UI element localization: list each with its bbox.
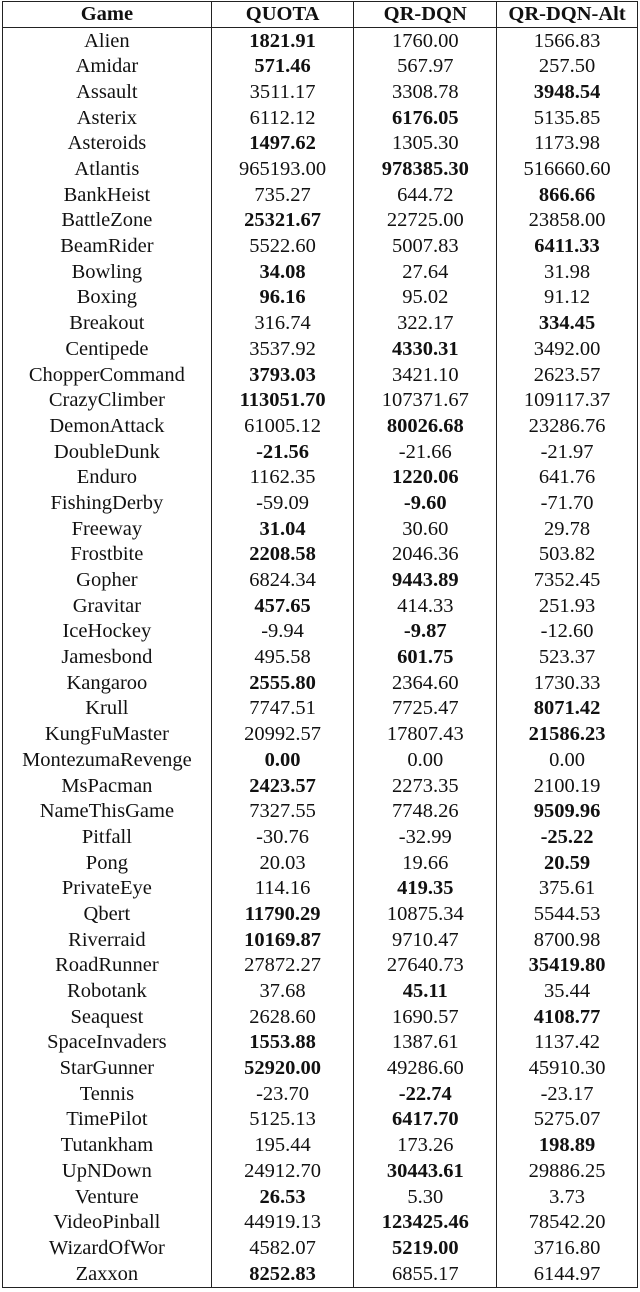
- quota-score-cell: 52920.00: [211, 1056, 354, 1082]
- game-name-cell: BeamRider: [3, 234, 212, 260]
- qr-dqn-score-cell: 22725.00: [354, 208, 497, 234]
- quota-score-cell: 1553.88: [211, 1030, 354, 1056]
- quota-score-cell: 2628.60: [211, 1004, 354, 1030]
- qr-dqn-alt-score-cell: 1137.42: [497, 1030, 638, 1056]
- quota-score-cell: 4582.07: [211, 1235, 354, 1261]
- qr-dqn-alt-score-cell: 641.76: [497, 465, 638, 491]
- game-name-cell: Qbert: [3, 901, 212, 927]
- qr-dqn-score-cell: 419.35: [354, 876, 497, 902]
- game-name-cell: VideoPinball: [3, 1210, 212, 1236]
- quota-score-cell: 2555.80: [211, 670, 354, 696]
- quota-score-cell: -23.70: [211, 1081, 354, 1107]
- qr-dqn-score-cell: 30443.61: [354, 1158, 497, 1184]
- qr-dqn-score-cell: 6855.17: [354, 1261, 497, 1287]
- qr-dqn-score-cell: 5007.83: [354, 234, 497, 260]
- qr-dqn-score-cell: -32.99: [354, 824, 497, 850]
- quota-score-cell: 24912.70: [211, 1158, 354, 1184]
- game-name-cell: Pitfall: [3, 824, 212, 850]
- qr-dqn-alt-score-cell: 109117.37: [497, 388, 638, 414]
- header-row: [3, 2, 638, 28]
- table-body: [3, 28, 638, 1288]
- game-name-cell: Asteroids: [3, 131, 212, 157]
- qr-dqn-alt-score-cell: 9509.96: [497, 799, 638, 825]
- qr-dqn-score-cell: 1305.30: [354, 131, 497, 157]
- quota-score-cell: -21.56: [211, 439, 354, 465]
- game-name-cell: Venture: [3, 1184, 212, 1210]
- game-name-cell: BattleZone: [3, 208, 212, 234]
- quota-score-cell: 6112.12: [211, 105, 354, 131]
- game-name-cell: Tutankham: [3, 1133, 212, 1159]
- qr-dqn-score-cell: 27640.73: [354, 953, 497, 979]
- qr-dqn-score-cell: 9443.89: [354, 567, 497, 593]
- table-row: [3, 259, 638, 285]
- quota-score-cell: 1497.62: [211, 131, 354, 157]
- table-row: [3, 670, 638, 696]
- qr-dqn-alt-score-cell: 1173.98: [497, 131, 638, 157]
- qr-dqn-score-cell: 80026.68: [354, 413, 497, 439]
- table-row: [3, 105, 638, 131]
- game-name-cell: Freeway: [3, 516, 212, 542]
- table-row: [3, 1261, 638, 1287]
- qr-dqn-score-cell: 10875.34: [354, 901, 497, 927]
- table-row: [3, 1030, 638, 1056]
- table-row: [3, 285, 638, 311]
- qr-dqn-alt-score-cell: -23.17: [497, 1081, 638, 1107]
- qr-dqn-score-cell: 49286.60: [354, 1056, 497, 1082]
- game-name-cell: Kangaroo: [3, 670, 212, 696]
- game-name-cell: Frostbite: [3, 542, 212, 568]
- quota-score-cell: 34.08: [211, 259, 354, 285]
- table-row: [3, 79, 638, 105]
- game-name-cell: Tennis: [3, 1081, 212, 1107]
- table-row: [3, 516, 638, 542]
- quota-score-cell: 2208.58: [211, 542, 354, 568]
- qr-dqn-score-cell: -9.87: [354, 619, 497, 645]
- game-name-cell: RoadRunner: [3, 953, 212, 979]
- qr-dqn-alt-score-cell: 6144.97: [497, 1261, 638, 1287]
- quota-score-cell: 735.27: [211, 182, 354, 208]
- qr-dqn-score-cell: 2273.35: [354, 773, 497, 799]
- quota-score-cell: 8252.83: [211, 1261, 354, 1287]
- qr-dqn-alt-score-cell: 23286.76: [497, 413, 638, 439]
- table-row: [3, 542, 638, 568]
- quota-score-cell: 495.58: [211, 645, 354, 671]
- qr-dqn-alt-score-cell: 20.59: [497, 850, 638, 876]
- table-row: [3, 388, 638, 414]
- qr-dqn-score-cell: -22.74: [354, 1081, 497, 1107]
- qr-dqn-alt-score-cell: 3716.80: [497, 1235, 638, 1261]
- qr-dqn-alt-score-cell: 5135.85: [497, 105, 638, 131]
- qr-dqn-score-cell: 19.66: [354, 850, 497, 876]
- game-name-cell: Robotank: [3, 978, 212, 1004]
- qr-dqn-alt-score-cell: 0.00: [497, 747, 638, 773]
- game-name-cell: Amidar: [3, 54, 212, 80]
- quota-score-cell: 20.03: [211, 850, 354, 876]
- quota-score-cell: 11790.29: [211, 901, 354, 927]
- game-name-cell: Gopher: [3, 567, 212, 593]
- game-name-cell: MontezumaRevenge: [3, 747, 212, 773]
- table-row: [3, 696, 638, 722]
- quota-score-cell: 10169.87: [211, 927, 354, 953]
- game-name-cell: Boxing: [3, 285, 212, 311]
- table-row: [3, 876, 638, 902]
- table-row: [3, 1107, 638, 1133]
- qr-dqn-alt-score-cell: 35.44: [497, 978, 638, 1004]
- table-row: [3, 54, 638, 80]
- quota-score-cell: 0.00: [211, 747, 354, 773]
- game-name-cell: Jamesbond: [3, 645, 212, 671]
- qr-dqn-alt-score-cell: 3.73: [497, 1184, 638, 1210]
- header-game: Game: [3, 2, 212, 28]
- quota-score-cell: 6824.34: [211, 567, 354, 593]
- qr-dqn-score-cell: 3308.78: [354, 79, 497, 105]
- game-name-cell: Riverraid: [3, 927, 212, 953]
- table-row: [3, 722, 638, 748]
- game-name-cell: Enduro: [3, 465, 212, 491]
- game-name-cell: SpaceInvaders: [3, 1030, 212, 1056]
- quota-score-cell: 20992.57: [211, 722, 354, 748]
- qr-dqn-score-cell: 123425.46: [354, 1210, 497, 1236]
- qr-dqn-score-cell: 45.11: [354, 978, 497, 1004]
- game-name-cell: UpNDown: [3, 1158, 212, 1184]
- qr-dqn-alt-score-cell: 375.61: [497, 876, 638, 902]
- qr-dqn-score-cell: 2046.36: [354, 542, 497, 568]
- qr-dqn-alt-score-cell: 5544.53: [497, 901, 638, 927]
- qr-dqn-score-cell: 7748.26: [354, 799, 497, 825]
- quota-score-cell: 37.68: [211, 978, 354, 1004]
- table-row: [3, 336, 638, 362]
- qr-dqn-score-cell: 9710.47: [354, 927, 497, 953]
- quota-score-cell: 44919.13: [211, 1210, 354, 1236]
- qr-dqn-alt-score-cell: 1730.33: [497, 670, 638, 696]
- qr-dqn-score-cell: 3421.10: [354, 362, 497, 388]
- quota-score-cell: 27872.27: [211, 953, 354, 979]
- qr-dqn-alt-score-cell: 1566.83: [497, 28, 638, 54]
- qr-dqn-score-cell: 30.60: [354, 516, 497, 542]
- table-row: [3, 131, 638, 157]
- quota-score-cell: 3793.03: [211, 362, 354, 388]
- qr-dqn-score-cell: 5.30: [354, 1184, 497, 1210]
- qr-dqn-score-cell: 644.72: [354, 182, 497, 208]
- qr-dqn-score-cell: 567.97: [354, 54, 497, 80]
- quota-score-cell: 113051.70: [211, 388, 354, 414]
- qr-dqn-alt-score-cell: 198.89: [497, 1133, 638, 1159]
- table-row: [3, 439, 638, 465]
- quota-score-cell: 965193.00: [211, 156, 354, 182]
- qr-dqn-alt-score-cell: 251.93: [497, 593, 638, 619]
- table-row: [3, 156, 638, 182]
- qr-dqn-alt-score-cell: 2623.57: [497, 362, 638, 388]
- game-name-cell: Zaxxon: [3, 1261, 212, 1287]
- qr-dqn-score-cell: 322.17: [354, 311, 497, 337]
- game-name-cell: IceHockey: [3, 619, 212, 645]
- quota-score-cell: 25321.67: [211, 208, 354, 234]
- qr-dqn-score-cell: -9.60: [354, 490, 497, 516]
- table-row: [3, 311, 638, 337]
- qr-dqn-alt-score-cell: 523.37: [497, 645, 638, 671]
- table-row: [3, 182, 638, 208]
- game-name-cell: CrazyClimber: [3, 388, 212, 414]
- quota-score-cell: 5522.60: [211, 234, 354, 260]
- table-row: [3, 1184, 638, 1210]
- qr-dqn-alt-score-cell: 7352.45: [497, 567, 638, 593]
- quota-score-cell: 5125.13: [211, 1107, 354, 1133]
- qr-dqn-alt-score-cell: 23858.00: [497, 208, 638, 234]
- game-name-cell: Pong: [3, 850, 212, 876]
- game-name-cell: Atlantis: [3, 156, 212, 182]
- qr-dqn-score-cell: 1690.57: [354, 1004, 497, 1030]
- qr-dqn-score-cell: 1760.00: [354, 28, 497, 54]
- quota-score-cell: 457.65: [211, 593, 354, 619]
- game-name-cell: Assault: [3, 79, 212, 105]
- qr-dqn-score-cell: 95.02: [354, 285, 497, 311]
- qr-dqn-alt-score-cell: 29886.25: [497, 1158, 638, 1184]
- game-name-cell: Krull: [3, 696, 212, 722]
- table-row: [3, 747, 638, 773]
- qr-dqn-score-cell: 6417.70: [354, 1107, 497, 1133]
- game-name-cell: Seaquest: [3, 1004, 212, 1030]
- game-name-cell: Bowling: [3, 259, 212, 285]
- table-row: [3, 208, 638, 234]
- table-row: [3, 1004, 638, 1030]
- table-row: [3, 978, 638, 1004]
- qr-dqn-score-cell: 978385.30: [354, 156, 497, 182]
- table-row: [3, 901, 638, 927]
- quota-score-cell: 7747.51: [211, 696, 354, 722]
- game-name-cell: FishingDerby: [3, 490, 212, 516]
- table-row: [3, 953, 638, 979]
- game-name-cell: MsPacman: [3, 773, 212, 799]
- quota-score-cell: 61005.12: [211, 413, 354, 439]
- game-name-cell: BankHeist: [3, 182, 212, 208]
- qr-dqn-score-cell: 107371.67: [354, 388, 497, 414]
- qr-dqn-score-cell: 601.75: [354, 645, 497, 671]
- header-quota: QUOTA: [211, 2, 354, 28]
- table-row: [3, 850, 638, 876]
- game-name-cell: Centipede: [3, 336, 212, 362]
- table-row: [3, 799, 638, 825]
- qr-dqn-alt-score-cell: 29.78: [497, 516, 638, 542]
- table-row: [3, 773, 638, 799]
- table-row: [3, 567, 638, 593]
- quota-score-cell: 26.53: [211, 1184, 354, 1210]
- table-row: [3, 927, 638, 953]
- quota-score-cell: 3511.17: [211, 79, 354, 105]
- qr-dqn-alt-score-cell: 6411.33: [497, 234, 638, 260]
- qr-dqn-score-cell: 6176.05: [354, 105, 497, 131]
- qr-dqn-score-cell: 1387.61: [354, 1030, 497, 1056]
- qr-dqn-alt-score-cell: 8700.98: [497, 927, 638, 953]
- qr-dqn-alt-score-cell: -25.22: [497, 824, 638, 850]
- table-row: [3, 1081, 638, 1107]
- quota-score-cell: 114.16: [211, 876, 354, 902]
- qr-dqn-alt-score-cell: 866.66: [497, 182, 638, 208]
- qr-dqn-alt-score-cell: 78542.20: [497, 1210, 638, 1236]
- game-name-cell: Asterix: [3, 105, 212, 131]
- table-row: [3, 1056, 638, 1082]
- game-name-cell: Gravitar: [3, 593, 212, 619]
- results-table: [2, 1, 638, 1288]
- qr-dqn-alt-score-cell: 503.82: [497, 542, 638, 568]
- game-name-cell: DemonAttack: [3, 413, 212, 439]
- qr-dqn-score-cell: 17807.43: [354, 722, 497, 748]
- quota-score-cell: 1162.35: [211, 465, 354, 491]
- qr-dqn-alt-score-cell: 31.98: [497, 259, 638, 285]
- qr-dqn-score-cell: 27.64: [354, 259, 497, 285]
- game-name-cell: NameThisGame: [3, 799, 212, 825]
- qr-dqn-score-cell: -21.66: [354, 439, 497, 465]
- game-name-cell: KungFuMaster: [3, 722, 212, 748]
- qr-dqn-alt-score-cell: 516660.60: [497, 156, 638, 182]
- table-row: [3, 234, 638, 260]
- qr-dqn-alt-score-cell: 3492.00: [497, 336, 638, 362]
- table-row: [3, 645, 638, 671]
- table-row: [3, 593, 638, 619]
- quota-score-cell: 571.46: [211, 54, 354, 80]
- header-qr-dqn-alt: QR-DQN-Alt: [497, 2, 638, 28]
- qr-dqn-alt-score-cell: 35419.80: [497, 953, 638, 979]
- game-name-cell: WizardOfWor: [3, 1235, 212, 1261]
- table-row: [3, 28, 638, 54]
- quota-score-cell: -9.94: [211, 619, 354, 645]
- table-row: [3, 362, 638, 388]
- quota-score-cell: 1821.91: [211, 28, 354, 54]
- table-row: [3, 1133, 638, 1159]
- qr-dqn-alt-score-cell: 334.45: [497, 311, 638, 337]
- table-row: [3, 824, 638, 850]
- qr-dqn-score-cell: 7725.47: [354, 696, 497, 722]
- quota-score-cell: 195.44: [211, 1133, 354, 1159]
- game-name-cell: ChopperCommand: [3, 362, 212, 388]
- table-row: [3, 1210, 638, 1236]
- header-qr-dqn: QR-DQN: [354, 2, 497, 28]
- table-row: [3, 490, 638, 516]
- quota-score-cell: 316.74: [211, 311, 354, 337]
- qr-dqn-score-cell: 2364.60: [354, 670, 497, 696]
- table-row: [3, 413, 638, 439]
- game-name-cell: Breakout: [3, 311, 212, 337]
- qr-dqn-alt-score-cell: -21.97: [497, 439, 638, 465]
- qr-dqn-alt-score-cell: 257.50: [497, 54, 638, 80]
- quota-score-cell: 7327.55: [211, 799, 354, 825]
- table-row: [3, 619, 638, 645]
- qr-dqn-score-cell: 5219.00: [354, 1235, 497, 1261]
- qr-dqn-score-cell: 414.33: [354, 593, 497, 619]
- qr-dqn-score-cell: 1220.06: [354, 465, 497, 491]
- qr-dqn-alt-score-cell: 91.12: [497, 285, 638, 311]
- qr-dqn-alt-score-cell: 21586.23: [497, 722, 638, 748]
- qr-dqn-alt-score-cell: 4108.77: [497, 1004, 638, 1030]
- qr-dqn-score-cell: 0.00: [354, 747, 497, 773]
- game-name-cell: TimePilot: [3, 1107, 212, 1133]
- quota-score-cell: 3537.92: [211, 336, 354, 362]
- qr-dqn-alt-score-cell: 2100.19: [497, 773, 638, 799]
- qr-dqn-alt-score-cell: 8071.42: [497, 696, 638, 722]
- table-row: [3, 1158, 638, 1184]
- qr-dqn-alt-score-cell: -12.60: [497, 619, 638, 645]
- game-name-cell: Alien: [3, 28, 212, 54]
- game-name-cell: PrivateEye: [3, 876, 212, 902]
- game-name-cell: StarGunner: [3, 1056, 212, 1082]
- qr-dqn-alt-score-cell: 3948.54: [497, 79, 638, 105]
- quota-score-cell: 31.04: [211, 516, 354, 542]
- quota-score-cell: -59.09: [211, 490, 354, 516]
- qr-dqn-alt-score-cell: 45910.30: [497, 1056, 638, 1082]
- qr-dqn-alt-score-cell: 5275.07: [497, 1107, 638, 1133]
- qr-dqn-alt-score-cell: -71.70: [497, 490, 638, 516]
- qr-dqn-score-cell: 173.26: [354, 1133, 497, 1159]
- table-row: [3, 465, 638, 491]
- quota-score-cell: -30.76: [211, 824, 354, 850]
- quota-score-cell: 2423.57: [211, 773, 354, 799]
- quota-score-cell: 96.16: [211, 285, 354, 311]
- game-name-cell: DoubleDunk: [3, 439, 212, 465]
- table-row: [3, 1235, 638, 1261]
- qr-dqn-score-cell: 4330.31: [354, 336, 497, 362]
